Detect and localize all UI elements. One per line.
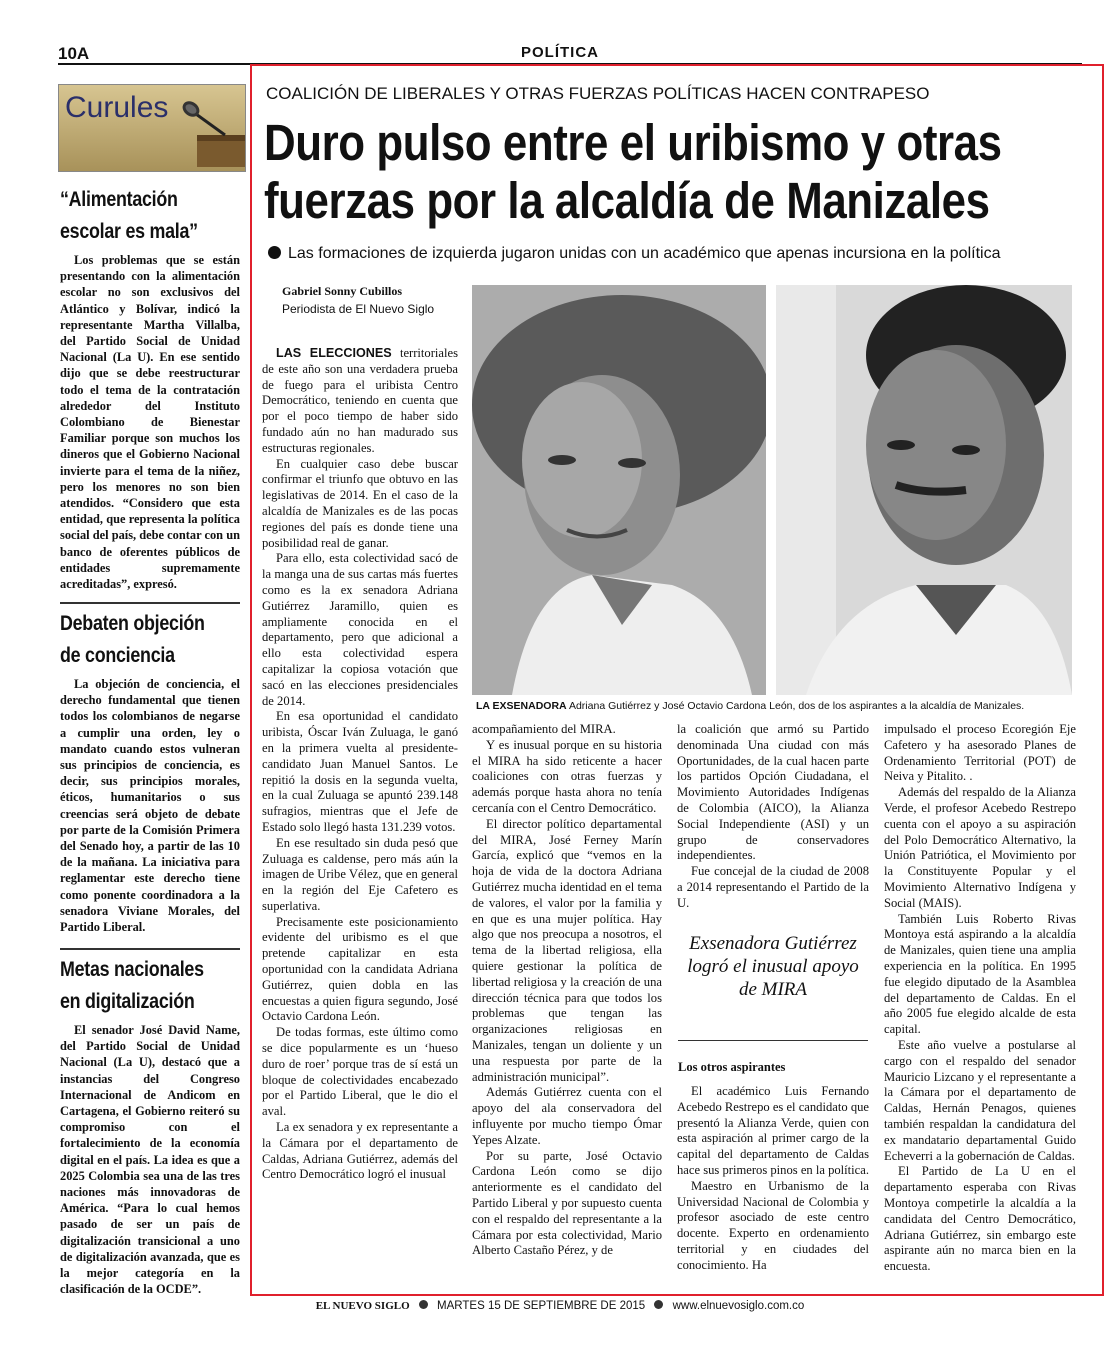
sidebar-item-title: Debaten objeción de conciencia [60, 612, 205, 667]
article-column-2 [472, 722, 662, 1259]
paragraph: También Luis Roberto Rivas Montoya está aspirando a la alcaldía de Manizales, quien tiene una amplia experiencia en la política. En 1995 fue elegido diputado de la Asamblea del departamento de Caldas. En el año 2005 fue elegido alcalde de esta capital. [884, 911, 1076, 1037]
photo-caption [476, 700, 1076, 712]
article-column-3-continued [677, 1084, 869, 1274]
sidebar-divider [60, 602, 240, 604]
paragraph: Este año vuelve a postularse al cargo con el respaldo del senador Mauricio Lizcano y el representante a la Cámara por el departamento de Caldas, Hernán Penagos, quienes también respaldan la candidatura del ex mandatario departamental Guido Echeverri a la gobernación de Caldas. [884, 1037, 1076, 1163]
paragraph: En ese resultado sin duda pesó que Zuluaga es caldense, pero más aún la imagen de Uribe Vélez, que en general en la región del Eje Cafetero es superlativa. [262, 835, 458, 913]
paragraph: Maestro en Urbanismo de la Universidad Nacional de Colombia y profesor asociado de este centro docente. Experto en ordenamiento territorial y en ciudades del conocimiento. Ha [677, 1178, 869, 1272]
pull-quote-rule [678, 1040, 868, 1041]
sidebar-item-body: La objeción de conciencia, el derecho fundamental que tienen todos los colombianos de negarse a cumplir una orden, ley o mandato cuando estos vulneran sus principios de conciencia, es decir, sus principios morales, éticos, humanitarios o sus creencias será objeto de debate por parte de la Comisión Primera del Senado hoy, a partir de las 10 de la mañana. La iniciativa para reglamentar este derecho tiene como ponente coordinadora a la senadora Viviane Morales, del Partido Liberal. [60, 677, 240, 935]
sidebar-divider [60, 948, 240, 950]
footer-brand: EL NUEVO SIGLO [315, 1300, 410, 1312]
paragraph: En cualquier caso debe buscar confirmar el triunfo que obtuvo en las legislativas de 2014. En el caso de la alcaldía de Manizales es de las pocas regiones del país es donde tiene una posibilidad real de ganar. [262, 456, 458, 550]
pull-quote: Exsenadora Gutiérrez logró el inusual apoyo de MIRA [687, 933, 859, 1000]
curules-badge [58, 84, 246, 172]
footer-date: MARTES 15 DE SEPTIEMBRE DE 2015 [437, 1300, 646, 1312]
paragraph: La ex senadora y ex representante a la Cámara por el departamento de Caldas, Adriana Gutiérrez, además del Centro Democrático logró el inusual [262, 1120, 458, 1182]
paragraph: Para ello, esta colectividad sacó de la manga una de sus cartas más fuertes como es la ex senadora Adriana Gutiérrez Jaramillo, quien es ampliamente conocida en el departamento, pero que adicional a ello esta colectividad espera capitalizar la copiosa votación que sacó en las elecciones presidenciales de 2014. [262, 551, 458, 708]
paragraph: El director político departamental del MIRA, José Ferney Marín García, explicó que “vemos en la hoja de vida de la doctora Adriana Gutiérrez mucha identidad en el tema de valores, el valor por la familia y en que es una mujer política. Hay algo que nos preocupa a nosotros, el tema de la libertad religiosa, ella quiere gestionar la política de libertad religiosa y la creación de una dirección técnica para que todos los problemas que tengan las organizaciones religiosas en Manizales, tengan un doliente y un una respuesta por parte de la administración municipal”. [472, 816, 662, 1084]
paragraph: la coalición que armó su Partido denominada Una ciudad con más Oportunidades, de la cual hacen parte los partidos Opción Ciudadana, el Movimiento Autoridades Indígenas de Colombia (AICO), la Alianza Social Independiente (ASI) y un grupo de conservadores independientes. [677, 722, 869, 863]
article-subhead [268, 245, 1078, 263]
article-column-1 [262, 346, 458, 1183]
lead-in: LAS ELECCIONES [276, 346, 392, 360]
caption-text: Adriana Gutiérrez y José Octavio Cardona León, dos de los aspirantes a la alcaldía de Manizales. [566, 700, 1025, 712]
paragraph: acompañamiento del MIRA. [472, 722, 616, 736]
section-title: POLÍTICA [521, 44, 599, 61]
paragraph: El académico Luis Fernando Acebedo Restrepo es el candidato que presentó la Alianza Verde, quien con esta aspiración al primer cargo de la capital del departamento de Caldas hace sus primeros pinos en la política. [677, 1084, 870, 1177]
sidebar-item-body: Los problemas que se están presentando con la alimentación escolar no son exclusivos del Atlántico y Bolívar, indicó la representante Martha Villalba, del Partido Social de Unidad Nacional (La U). En ese sentido dijo que se debe reestructurar todo el tema de la contratación alrededor del Instituto Colombiano de Bienestar Familiar porque son muchos los dineros que el Gobierno Nacional invierte para el tema de la niñez, pero los menores no son bien atendidos. “Considero que esta entidad, que representa la política social del país, debe contar con un banco de oferentes públicos de entidades supremamente acreditadas”, expresó. [60, 253, 240, 592]
article-kicker: COALICIÓN DE LIBERALES Y OTRAS FUERZAS POLÍTICAS HACEN CONTRAPESO [266, 84, 930, 103]
microphone-icon [179, 95, 246, 167]
page-number: 10A [58, 44, 90, 63]
paragraph: En esa oportunidad el candidato uribista, Óscar Iván Zuluaga, le ganó en la primera vuelta al presidente-candidato Juan Manuel Santos. Le repitió la dosis en la segunda vuelta, en la cual Zuluaga se apuntó 239.148 sufragios, mientras que el Jefe de Estado solo llegó hasta 131.239 votos. [262, 709, 458, 834]
article-headline [264, 114, 1072, 230]
paragraph: Además del respaldo de la Alianza Verde, el profesor Acebedo Restrepo cuenta con el apoyo a su aspiración del Polo Democrático Alternativo, la Unión Patriótica, el Movimiento por la Constituyente Popular y el Movimiento Alternativo Indígena y Social (MAIS). [884, 785, 1076, 910]
paragraph: Además Gutiérrez cuenta con el apoyo del ala conservadora del influyente por mucho tiempo Ómar Yepes Alzate. [472, 1085, 662, 1147]
subhead-text: Las formaciones de izquierda jugaron unidas con un académico que apenas incursiona en la política [288, 245, 1001, 262]
byline-role: Periodista de El Nuevo Siglo [282, 302, 435, 316]
page-footer [0, 1300, 1120, 1312]
sidebar-item-title: Metas nacionales en digitalización [60, 958, 204, 1013]
paragraph: Por su parte, José Octavio Cardona León como se dijo anteriormente es el candidato del Partido Liberal y por supuesto cuenta con el respaldo del representante a la Cámara por esta colectividad, Mario Alberto Castaño Pérez, y de [472, 1148, 662, 1258]
paragraph: De todas formas, este último como se dice popularmente es un ‘hueso duro de roer’ porque tras de sí está un bloque de colectividades encabezado por el Partido Liberal, que le dio el aval. [262, 1025, 458, 1119]
sidebar-item-body: El senador José David Name, del Partido Social de Unidad Nacional (La U), destacó que a instancias del Congreso Internacional de Andicom en Cartagena, el Gobierno reiteró su compromiso con el fortalecimiento de la economía digital en el país. La idea es que a 2025 Colombia sea una de las tres naciones más innovadoras de América. “Para lo cual hemos pasado de ser un país de digitalización transicional a uno de digitalización avanzada, que es la mejor categoría en la clasificación de la OCDE”. [60, 1023, 240, 1297]
paragraph: Fue concejal de la ciudad de 2008 a 2014 representando el Partido de la U. [677, 864, 869, 910]
paragraph: Y es inusual porque en su historia el MIRA ha sido reticente a hacer coaliciones con otras fuerzas y además porque hasta ahora no tenía cercanía con el Centro Democrático. [472, 737, 662, 815]
paragraph: El Partido de La U en el departamento esperaba con Rivas Montoya competirle la alcaldía a la candidata del Centro Democrático, Adriana Gutiérrez, sin embargo este aspirante aún no marca bien en la encuesta. [884, 1164, 1076, 1274]
photo-jose-octavio-cardona [776, 285, 1072, 695]
curules-title: Curules [65, 91, 169, 124]
byline-author: Gabriel Sonny Cubillos [282, 284, 403, 298]
article-column-4 [884, 722, 1076, 1275]
bullet-icon [268, 246, 281, 259]
bullet-icon [654, 1300, 663, 1309]
bullet-icon [419, 1300, 428, 1309]
paragraph: Precisamente este posicionamiento evidente del uribismo es el que pretende capitalizar en esta oportunidad con la candidata Adriana Gutiérrez, quien dobla en las encuestas a quien figura segundo, José Octavio Cardona León. [262, 914, 458, 1024]
paragraph: impulsado el proceso Ecoregión Eje Cafetero y ha asesorado Planes de Ordenamiento Territorial (POT) de Neiva y Pitalito. . [884, 722, 1076, 784]
section-subhead: Los otros aspirantes [678, 1060, 786, 1074]
headline-line: Duro pulso entre el uribismo y otras [264, 114, 1002, 171]
paragraph: LAS ELECCIONES territoriales de este año son una verdadera prueba de fuego para el uribista Centro Democrático, teniendo en cuenta que por el poco tiempo de haber sido fundado aún no han madurado sus estructuras regionales. [262, 346, 458, 455]
caption-lead: LA EXSENADORA [476, 700, 567, 712]
headline-line: fuerzas por la alcaldía de Manizales [264, 172, 990, 229]
sidebar-item-title: “Alimentación escolar es mala” [60, 188, 198, 243]
article-column-3 [677, 722, 869, 912]
photo-adriana-gutierrez [472, 285, 766, 695]
footer-url[interactable]: www.elnuevosiglo.com.co [672, 1300, 805, 1312]
